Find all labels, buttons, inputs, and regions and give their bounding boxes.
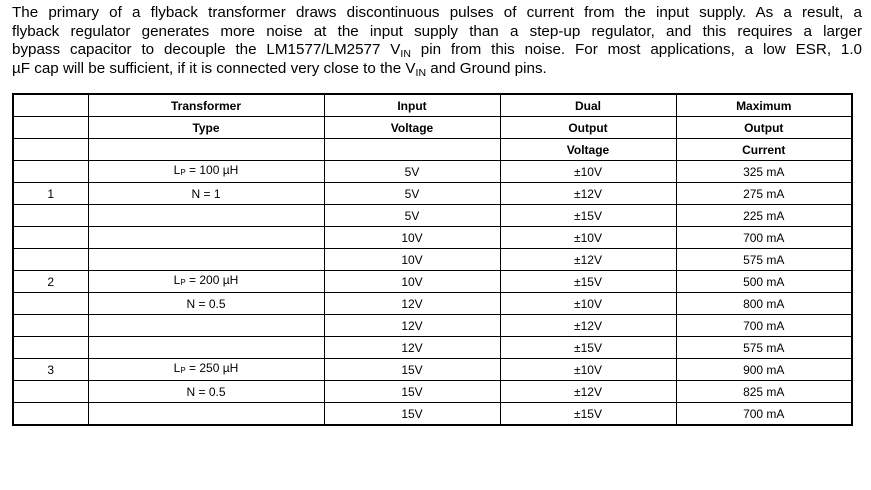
input-voltage-cell: 10V xyxy=(324,249,500,271)
output-current-cell: 225 mA xyxy=(676,205,852,227)
header-cell xyxy=(13,117,88,139)
transformer-type-cell xyxy=(88,359,324,381)
inductance-label: L xyxy=(173,361,181,375)
paragraph-line: The primary of a flyback transformer draws discontinuous pulses of current from the input supply. As a result, a xyxy=(12,4,862,21)
output-voltage-cell: ±12V xyxy=(500,381,676,403)
header-output: Output xyxy=(500,117,676,139)
input-voltage-cell: 15V xyxy=(324,359,500,381)
input-voltage-cell: 10V xyxy=(324,227,500,249)
table-row xyxy=(13,293,852,315)
vin-subscript: IN xyxy=(400,48,411,60)
transformer-type-cell xyxy=(88,205,324,227)
input-voltage-cell: 15V xyxy=(324,381,500,403)
header-transformer: Transformer xyxy=(88,94,324,117)
header-cell xyxy=(13,139,88,161)
output-voltage-cell: ±15V xyxy=(500,403,676,426)
inductance-value: = 200 µH xyxy=(185,273,239,287)
transformer-number-cell xyxy=(13,315,88,337)
output-current-cell: 575 mA xyxy=(676,337,852,359)
header-dual: Dual xyxy=(500,94,676,117)
output-current-cell: 275 mA xyxy=(676,183,852,205)
header-voltage: Voltage xyxy=(324,117,500,139)
inductance-value: = 250 µH xyxy=(185,361,239,375)
transformer-number-cell xyxy=(13,337,88,359)
output-voltage-cell: ±12V xyxy=(500,183,676,205)
inductance-subscript: P xyxy=(180,278,186,287)
transformer-number-cell xyxy=(13,205,88,227)
transformer-type-cell: N = 0.5 xyxy=(88,381,324,403)
table-row xyxy=(13,337,852,359)
transformer-selection-table xyxy=(12,93,853,426)
transformer-number-cell: 3 xyxy=(13,359,88,381)
paragraph-line xyxy=(12,41,862,60)
paragraph-line: flyback regulator generates more noise at the input supply than a step-up regulator, and this requires a larger xyxy=(12,22,862,40)
header-output: Output xyxy=(676,117,852,139)
transformer-type-cell xyxy=(88,403,324,426)
transformer-type-cell xyxy=(88,315,324,337)
output-voltage-cell: ±10V xyxy=(500,359,676,381)
output-voltage-cell: ±10V xyxy=(500,293,676,315)
output-voltage-cell: ±12V xyxy=(500,249,676,271)
output-voltage-cell: ±12V xyxy=(500,315,676,337)
table-row xyxy=(13,227,852,249)
table-row xyxy=(13,403,852,426)
input-voltage-cell: 12V xyxy=(324,315,500,337)
header-row xyxy=(13,139,852,161)
input-voltage-cell: 5V xyxy=(324,161,500,183)
transformer-type-cell xyxy=(88,227,324,249)
input-voltage-cell: 5V xyxy=(324,183,500,205)
transformer-type-cell xyxy=(88,337,324,359)
input-voltage-cell: 5V xyxy=(324,205,500,227)
transformer-number-cell xyxy=(13,293,88,315)
table-row xyxy=(13,359,852,381)
output-current-cell: 700 mA xyxy=(676,315,852,337)
header-input: Input xyxy=(324,94,500,117)
output-current-cell: 700 mA xyxy=(676,403,852,426)
output-current-cell: 900 mA xyxy=(676,359,852,381)
transformer-number-cell xyxy=(13,381,88,403)
header-maximum: Maximum xyxy=(676,94,852,117)
transformer-number-cell xyxy=(13,403,88,426)
inductance-subscript: P xyxy=(180,366,186,375)
header-row xyxy=(13,94,852,117)
paragraph-text: pin from this noise. For most applications, a low ESR, 1.0 xyxy=(410,41,862,58)
inductance-value: = 100 µH xyxy=(185,163,239,177)
output-voltage-cell: ±10V xyxy=(500,227,676,249)
paragraph-line xyxy=(12,60,862,79)
transformer-type-cell xyxy=(88,249,324,271)
transformer-type-cell: N = 0.5 xyxy=(88,293,324,315)
output-current-cell: 325 mA xyxy=(676,161,852,183)
paragraph-text: bypass capacitor to decouple the LM1577/LM2577 V xyxy=(12,41,401,58)
inductance-label: L xyxy=(173,273,181,287)
table-row xyxy=(13,271,852,293)
output-current-cell: 575 mA xyxy=(676,249,852,271)
header-cell xyxy=(324,139,500,161)
header-type: Type xyxy=(88,117,324,139)
inductance-label: L xyxy=(173,163,181,177)
table-row xyxy=(13,249,852,271)
output-voltage-cell: ±15V xyxy=(500,271,676,293)
vin-subscript: IN xyxy=(415,66,427,79)
header-current: Current xyxy=(676,139,852,161)
transformer-number-cell: 1 xyxy=(13,183,88,205)
table-row xyxy=(13,315,852,337)
table-row xyxy=(13,161,852,183)
header-voltage: Voltage xyxy=(500,139,676,161)
output-voltage-cell: ±10V xyxy=(500,161,676,183)
output-voltage-cell: ±15V xyxy=(500,205,676,227)
inductance-subscript: P xyxy=(180,168,186,177)
output-voltage-cell: ±15V xyxy=(500,337,676,359)
input-voltage-cell: 10V xyxy=(324,271,500,293)
output-current-cell: 700 mA xyxy=(676,227,852,249)
output-current-cell: 800 mA xyxy=(676,293,852,315)
input-voltage-cell: 15V xyxy=(324,403,500,426)
transformer-type-cell xyxy=(88,161,324,183)
input-voltage-cell: 12V xyxy=(324,293,500,315)
header-cell xyxy=(88,139,324,161)
header-cell xyxy=(13,94,88,117)
transformer-type-cell xyxy=(88,271,324,293)
transformer-type-cell: N = 1 xyxy=(88,183,324,205)
transformer-number-cell xyxy=(13,227,88,249)
input-voltage-cell: 12V xyxy=(324,337,500,359)
output-current-cell: 825 mA xyxy=(676,381,852,403)
transformer-number-cell: 2 xyxy=(13,271,88,293)
intro-paragraph xyxy=(12,4,862,78)
transformer-number-cell xyxy=(13,249,88,271)
table-row xyxy=(13,183,852,205)
output-current-cell: 500 mA xyxy=(676,271,852,293)
header-row xyxy=(13,117,852,139)
transformer-number-cell xyxy=(13,161,88,183)
table-row xyxy=(13,381,852,403)
paragraph-text: µF cap will be sufficient, if it is connected very close to the V xyxy=(12,59,416,77)
table-row xyxy=(13,205,852,227)
paragraph-text: and Ground pins. xyxy=(426,59,547,77)
